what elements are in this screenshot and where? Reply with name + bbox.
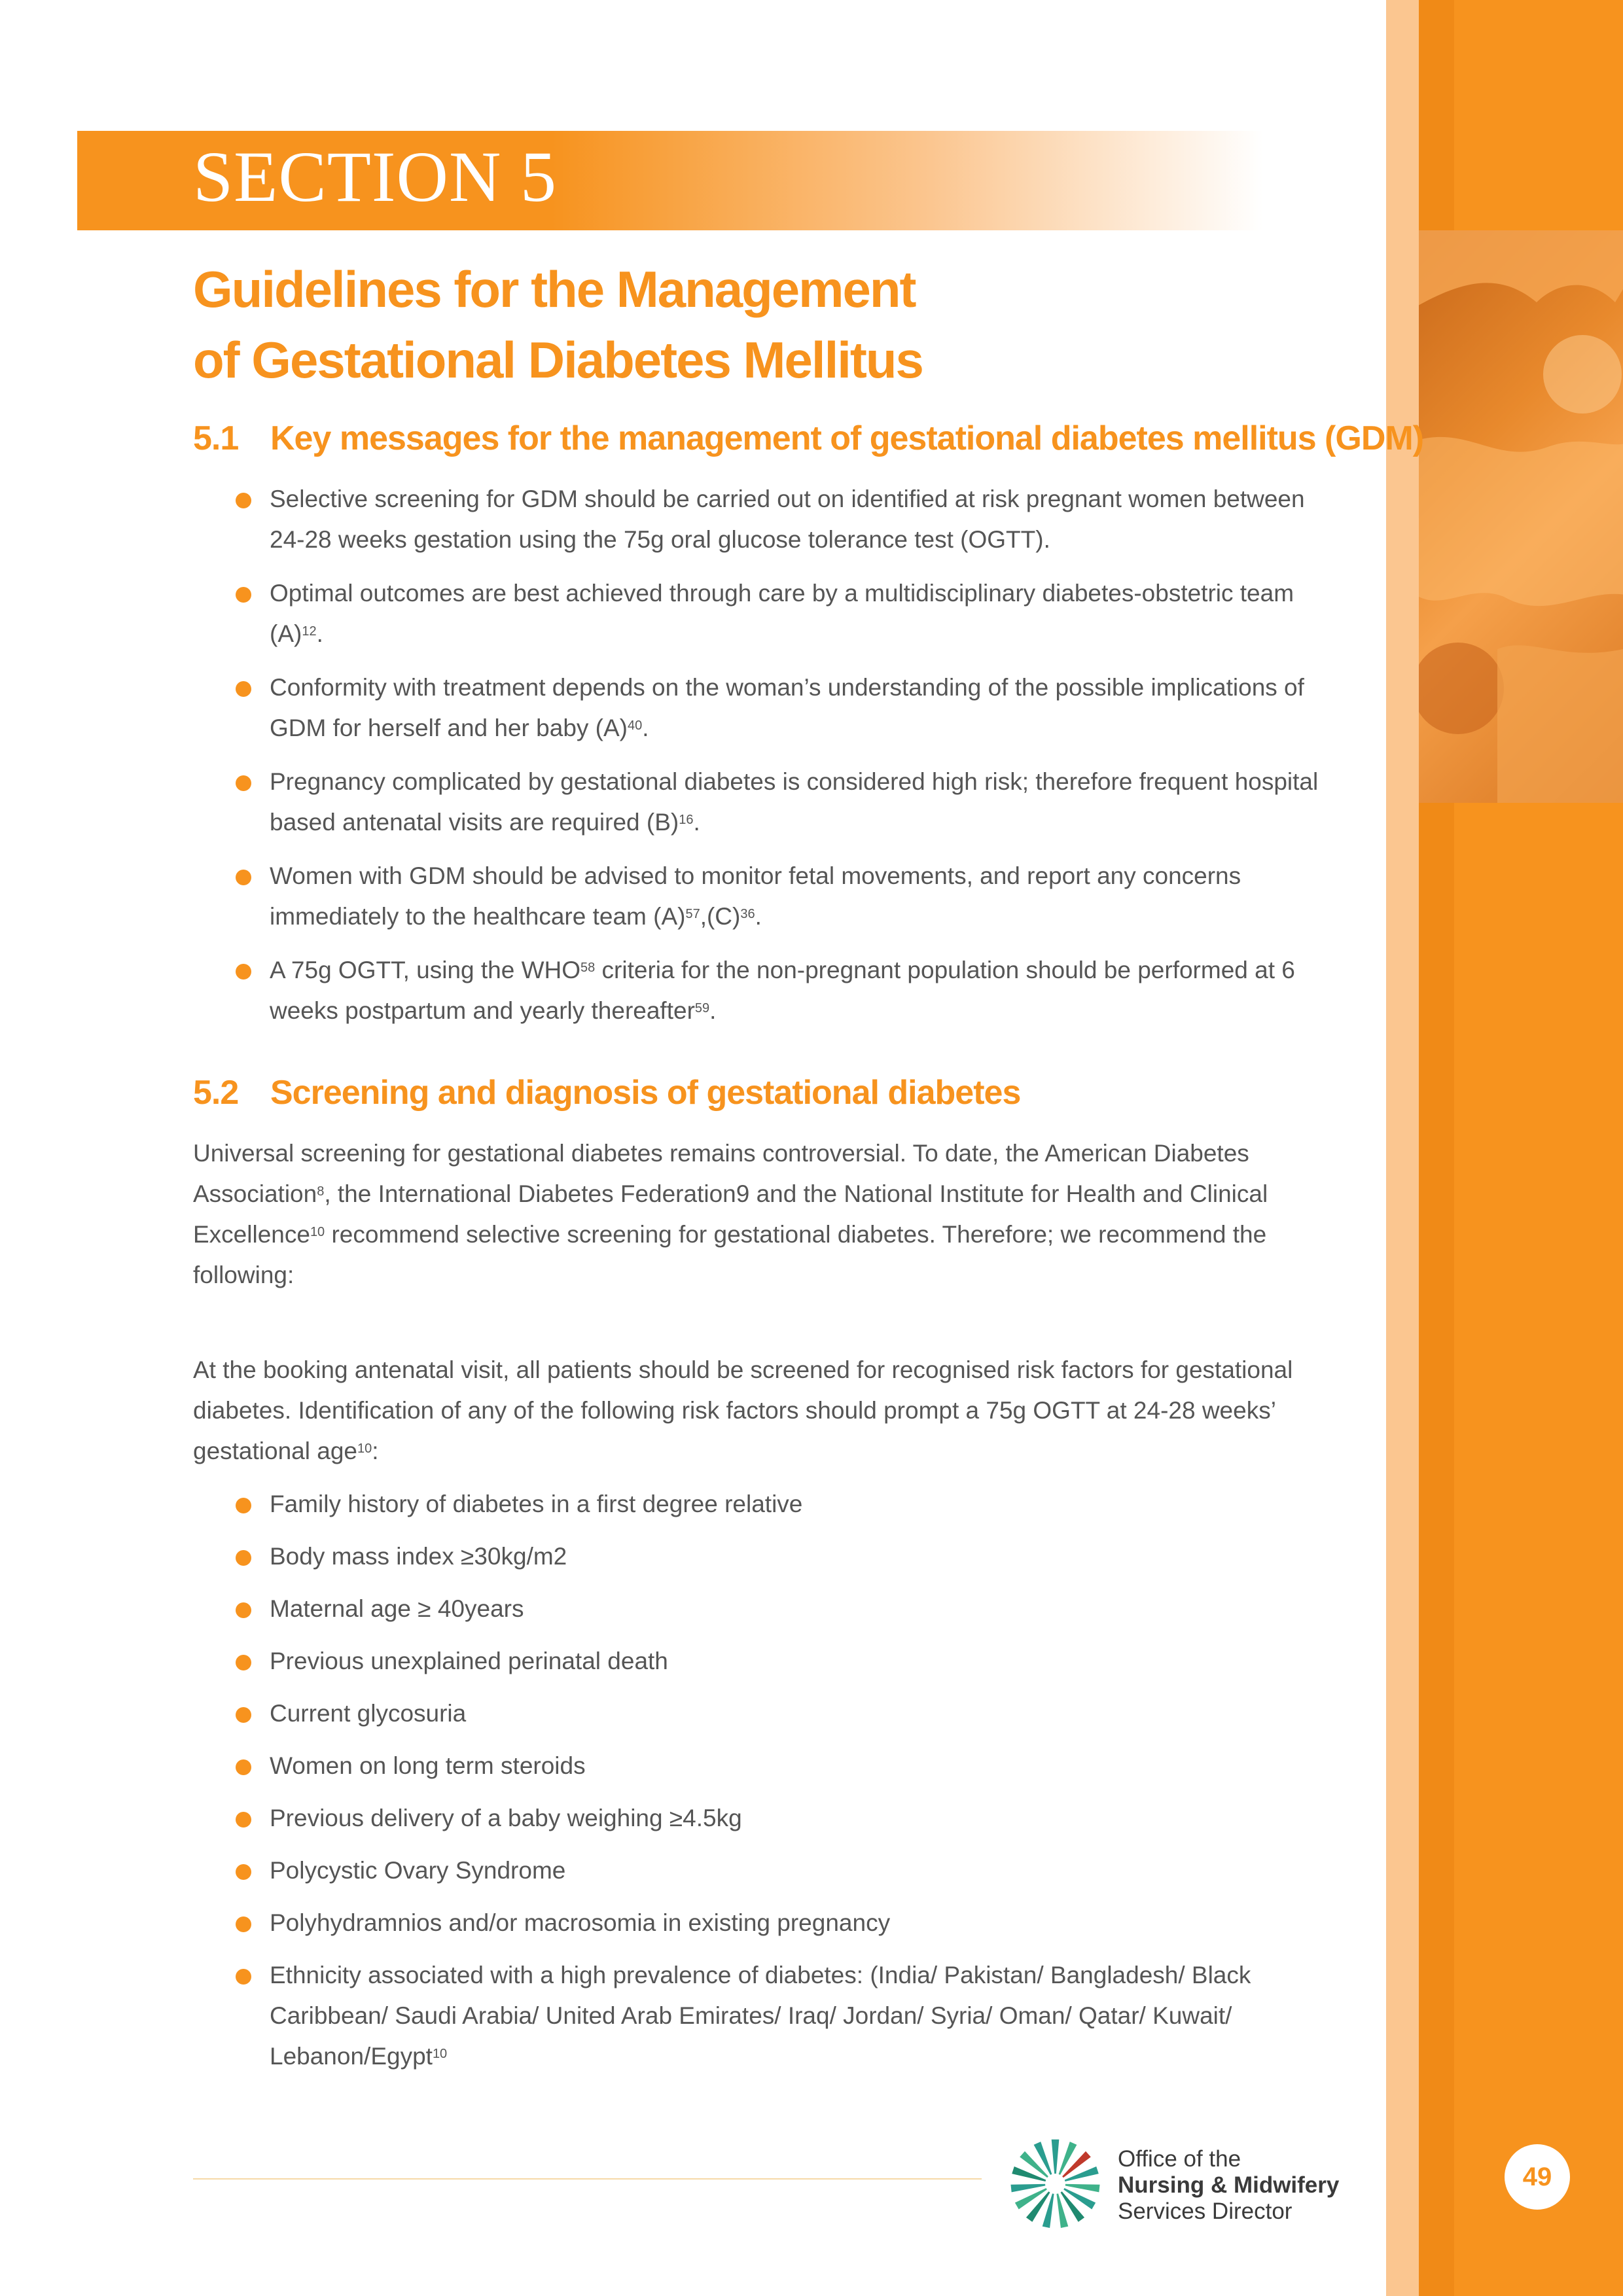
page-title-line2: of Gestational Diabetes Mellitus bbox=[193, 331, 923, 389]
list-item: Women on long term steroids bbox=[236, 1746, 1322, 1786]
bullet-icon bbox=[236, 1655, 251, 1670]
section-5-1-title: Key messages for the management of gestational diabetes mellitus (GDM) bbox=[270, 419, 1424, 457]
list-item: Current glycosuria bbox=[236, 1693, 1322, 1734]
bullet-icon bbox=[236, 964, 251, 980]
logo-line1: Office of the bbox=[1118, 2146, 1241, 2172]
list-item: Previous delivery of a baby weighing ≥4.5kg bbox=[236, 1798, 1322, 1839]
bullet-icon bbox=[236, 1498, 251, 1513]
list-item: Selective screening for GDM should be carried out on identified at risk pregnant women between 24-28 weeks gestation using the 75g oral glucose tolerance test (OGTT). bbox=[236, 479, 1322, 560]
list-item: Conformity with treatment depends on the woman’s understanding of the possible implications of GDM for herself and her baby $(A)^{40}$. bbox=[236, 667, 1322, 749]
list-item: Polyhydramnios and/or macrosomia in existing pregnancy bbox=[236, 1903, 1322, 1943]
bullet-icon bbox=[236, 1602, 251, 1618]
bullet-icon bbox=[236, 775, 251, 791]
logo-line3: Services Director bbox=[1118, 2199, 1293, 2224]
list-item: Optimal outcomes are best achieved through care by a multidisciplinary diabetes-obstetric team $(A)^{12}$. bbox=[236, 573, 1322, 654]
bullet-icon bbox=[236, 493, 251, 508]
side-bar-light bbox=[1386, 0, 1419, 2296]
list-item: Women with GDM should be advised to monitor fetal movements, and report any concerns immediately to the healthcare team $(A)^{57},(C)^{36}$. bbox=[236, 856, 1322, 937]
logo-line2: Nursing & Midwifery bbox=[1118, 2172, 1340, 2198]
bullet-icon bbox=[236, 587, 251, 603]
list-item: Previous unexplained perinatal death bbox=[236, 1641, 1322, 1682]
section-5-2-title: Screening and diagnosis of gestational diabetes bbox=[270, 1074, 1021, 1112]
booking-visit-paragraph: At the booking antenatal visit, all patients should be screened for recognised risk factors for gestational diabetes. Identification of any of the following risk factors should prompt a 75g OGTT at 24-28 weeks’ gestational age$^{10}$: bbox=[193, 1356, 1293, 1464]
list-item: A 75g OGTT, using the WHO$^{58}$ criteria for the non-pregnant population should be performed at 6 weeks postpartum and yearly thereafter$^{59}$. bbox=[236, 950, 1322, 1031]
list-item: Family history of diabetes in a first degree relative bbox=[236, 1484, 1322, 1525]
bullet-icon bbox=[236, 1707, 251, 1723]
screening-paragraph: Universal screening for gestational diabetes remains controversial. To date, the American Diabetes Association$^8$, the International Diabetes Federation9 and the National Institute for Health and Clinical Excellence$^{10}$ recommend selective screening for gestational diabetes. Therefore; we recommend the following: bbox=[193, 1140, 1268, 1288]
puzzle-image bbox=[1419, 230, 1623, 803]
office-logo-icon bbox=[1005, 2133, 1106, 2234]
footer-divider bbox=[193, 2178, 982, 2180]
bullet-icon bbox=[236, 1550, 251, 1566]
page-number-badge: 49 bbox=[1505, 2144, 1570, 2210]
bullet-icon bbox=[236, 681, 251, 697]
risk-factors-list bbox=[236, 1484, 1322, 2089]
section-5-2-number: 5.2 bbox=[193, 1074, 239, 1112]
section-5-1-number: 5.1 bbox=[193, 419, 239, 457]
section-5-2-heading bbox=[193, 1073, 1020, 1112]
list-item: Ethnicity associated with a high prevalence of diabetes: (India/ Pakistan/ Bangladesh/ Black Caribbean/ Saudi Arabia/ United Arab Emirates/ Iraq/ Jordan/ Syria/ Oman/ Qatar/ Kuwait/ Lebanon/Egypt$^{10}$ bbox=[236, 1955, 1322, 2077]
list-item: Polycystic Ovary Syndrome bbox=[236, 1850, 1322, 1891]
list-item: Maternal age ≥ 40years bbox=[236, 1589, 1322, 1629]
section-label: SECTION 5 bbox=[193, 137, 557, 217]
bullet-icon bbox=[236, 1969, 251, 1985]
page-title-line1: Guidelines for the Management bbox=[193, 260, 916, 318]
bullet-icon bbox=[236, 870, 251, 885]
key-messages-list bbox=[236, 479, 1322, 1044]
list-item: Body mass index ≥30kg/m2 bbox=[236, 1536, 1322, 1577]
page-title bbox=[193, 254, 923, 395]
puzzle-pieces-graphic bbox=[1419, 230, 1623, 803]
bullet-icon bbox=[236, 1864, 251, 1880]
bullet-icon bbox=[236, 1916, 251, 1932]
section-5-1-heading bbox=[193, 419, 1423, 458]
list-item: Pregnancy complicated by gestational diabetes is considered high risk; therefore frequent hospital based antenatal visits are required $(B)^{16}$. bbox=[236, 762, 1322, 843]
office-logo-text bbox=[1118, 2146, 1339, 2225]
bullet-icon bbox=[236, 1812, 251, 1828]
bullet-icon bbox=[236, 1759, 251, 1775]
